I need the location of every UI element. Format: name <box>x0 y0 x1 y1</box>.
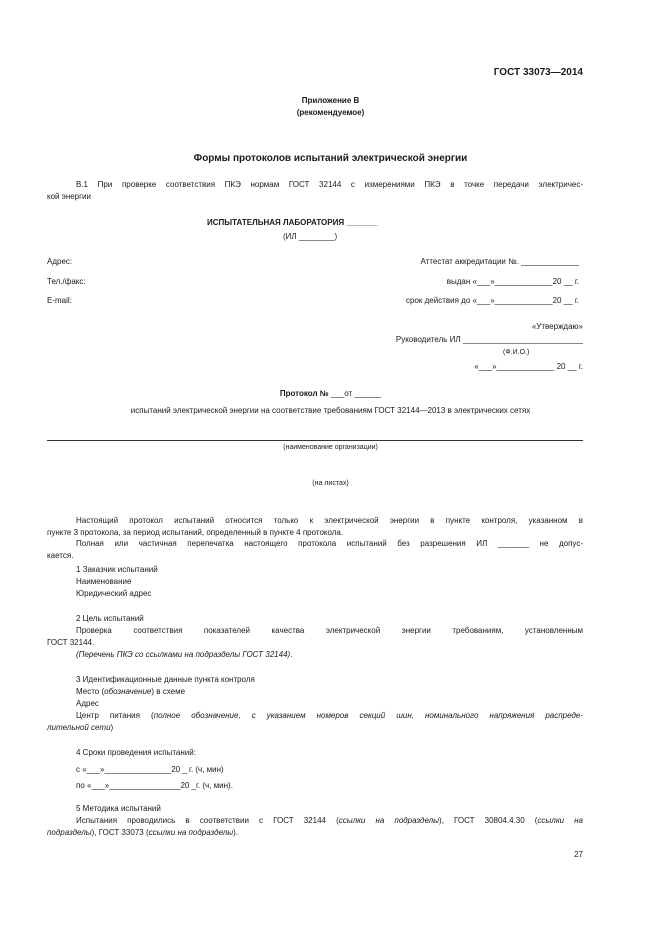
protocol-number-prefix: Протокол № <box>279 389 329 398</box>
section-5-l1-i1: ссылки на подразделы <box>338 816 440 825</box>
section-3-title: 3 Идентификационные данные пункта контроля <box>76 675 255 684</box>
section-3-center-line-2 <box>47 723 113 733</box>
standard-code: ГОСТ 33073—2014 <box>493 67 583 78</box>
intro-line-1: В.1 При проверке соответствия ПКЭ нормам ГОСТ 32144 с измерениями ПКЭ в точке передачи электричес- <box>76 180 583 189</box>
page-number: 27 <box>574 850 583 859</box>
accreditation-valid-until: срок действия до «___»_____________20 __ г. <box>406 296 579 305</box>
approval-label: «Утверждаю» <box>531 322 583 331</box>
section-4-from: с «___»_______________20 _ г. (ч, мин) <box>76 765 224 774</box>
section-title: Формы протоколов испытаний электрической энергии <box>193 153 468 164</box>
section-3-place-i: обозначение <box>104 687 152 696</box>
section-1-title: 1 Заказчик испытаний <box>76 565 158 574</box>
section-5-l1-b: ), ГОСТ 30804.4.30 ( <box>439 816 538 825</box>
section-2-line-2: ГОСТ 32144. <box>47 638 95 647</box>
accreditation-certificate: Аттестат аккредитации №. _____________ <box>420 257 579 266</box>
section-4-to: по «___»________________20 _г. (ч, мин). <box>76 781 233 790</box>
approval-fio: (Ф.И.О.) <box>503 349 530 356</box>
section-5-line-1 <box>76 816 583 826</box>
paragraph-1-line-1: Настоящий протокол испытаний относится только к электрической энергии в пункте контроля, указанном в <box>76 516 583 525</box>
approval-head: Руководитель ИЛ ___________________________ <box>395 335 583 344</box>
email-label: E-mail: <box>47 296 72 305</box>
section-1-name: Наименование <box>76 577 132 586</box>
lab-code: (ИЛ ________) <box>283 232 338 241</box>
protocol-number <box>0 389 661 399</box>
section-2-line-1: Проверка соответствия показателей качества электрической энергии требованиям, установленным <box>76 626 583 635</box>
organization-name-caption: (наименование организации) <box>283 444 378 451</box>
appendix-status: (рекомендуемое) <box>296 108 365 117</box>
section-5-l2-i2: ссылки на подразделы <box>148 828 234 837</box>
section-3-center-a: Центр питания ( <box>76 711 154 720</box>
protocol-number-suffix: ___от ______ <box>328 389 382 398</box>
section-5-l1-i2: ссылки на <box>537 816 583 825</box>
section-3-center-i2: лительной сети <box>47 723 111 732</box>
section-1-address: Юридический адрес <box>76 589 152 598</box>
section-3-place <box>76 687 185 697</box>
section-3-center-b: ) <box>110 723 114 732</box>
section-3-address: Адрес <box>76 699 99 708</box>
organization-name-line <box>47 440 583 441</box>
intro-line-2: кой энергии <box>47 192 91 201</box>
section-3-place-a: Место ( <box>76 687 105 696</box>
accreditation-issued: выдан «___»_____________20 __ г. <box>446 277 579 286</box>
sheets-caption: (на листах) <box>312 480 349 487</box>
section-3-center-i1: полное обозначение, с указанием номеров секций шин, номинального напряжения распреде- <box>153 711 583 720</box>
section-3-place-b: ) в схеме <box>151 687 186 696</box>
paragraph-1-line-2: пункте 3 протокола, за период испытаний, определенный в пункте 4 протокола. <box>47 528 344 537</box>
section-2-title: 2 Цель испытаний <box>76 614 144 623</box>
paragraph-2-line-2: кается. <box>47 551 74 560</box>
section-5-l2-a: ), ГОСТ 33073 ( <box>91 828 149 837</box>
section-5-line-2 <box>47 828 238 838</box>
section-5-l1-a: Испытания проводились в соответствии с ГОСТ 32144 ( <box>76 816 339 825</box>
section-5-l2-b: ). <box>233 828 239 837</box>
lab-title: ИСПЫТАТЕЛЬНАЯ ЛАБОРАТОРИЯ _______ <box>207 218 378 227</box>
section-5-title: 5 Методика испытаний <box>76 804 161 813</box>
section-2-note <box>76 650 292 660</box>
section-5-l2-i1: подразделы <box>47 828 92 837</box>
approval-date: «___»_____________ 20 __ г. <box>474 362 583 371</box>
phone-label: Тел./факс: <box>47 277 86 286</box>
protocol-subject: испытаний электрической энергии на соответствие требованиям ГОСТ 32144—2013 в электрических сетях <box>130 406 531 415</box>
appendix-title: Приложение В <box>301 96 360 105</box>
section-2-note-text: (Перечень ПКЭ со ссылками на подразделы ГОСТ 32144) <box>76 650 291 659</box>
section-3-center-line-1 <box>76 711 583 721</box>
section-4-title: 4 Сроки проведения испытаний: <box>76 748 196 757</box>
address-label: Адрес: <box>47 257 73 266</box>
section-2-note-end: . <box>290 650 293 659</box>
paragraph-2-line-1: Полная или частичная перепечатка настоящего протокола испытаний без разрешения ИЛ _______ не допус- <box>76 539 583 548</box>
